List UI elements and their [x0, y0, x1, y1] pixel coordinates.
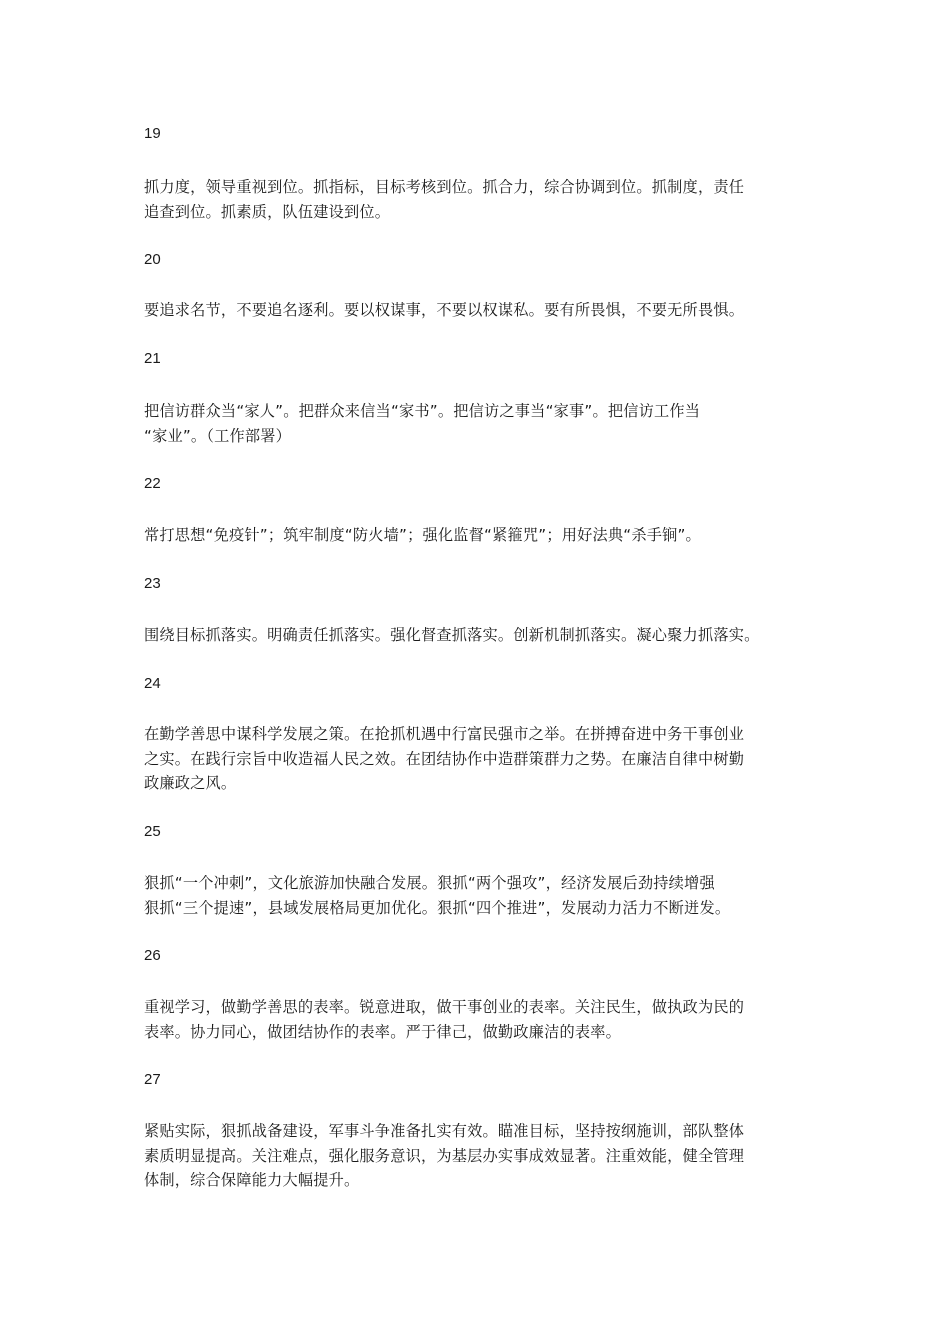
paragraph-line: 围绕目标抓落实。明确责任抓落实。强化督查抓落实。创新机制抓落实。凝心聚力抓落实。: [144, 626, 760, 644]
section-number-26: 26: [144, 947, 161, 964]
section-number-24: 24: [144, 675, 161, 692]
paragraph-line: 抓力度，领导重视到位。抓指标，目标考核到位。抓合力，综合协调到位。抓制度，责任: [144, 178, 745, 196]
section-number-21: 21: [144, 350, 161, 367]
paragraph-line: 狠抓“一个冲刺”，文化旅游加快融合发展。狠抓“两个强攻”，经济发展后劲持续增强: [144, 874, 715, 892]
paragraph-line: 之实。在践行宗旨中收造福人民之效。在团结协作中造群策群力之势。在廉洁自律中树勤: [144, 749, 745, 768]
paragraph-line: 政廉政之风。: [144, 774, 237, 792]
section-paragraph-24: [144, 722, 808, 796]
section-paragraph-27: [144, 1119, 808, 1193]
paragraph-line: 把信访群众当“家人”。把群众来信当“家书”。把信访之事当“家事”。把信访工作当: [144, 402, 701, 420]
section-paragraph-20: [144, 298, 808, 323]
paragraph-line: 重视学习，做勤学善思的表率。锐意进取，做干事创业的表率。关注民生，做执政为民的: [144, 998, 745, 1016]
section-number-27: 27: [144, 1071, 161, 1088]
paragraph-line: 常打思想“免疫针”；筑牢制度“防火墙”；强化监督“紧箍咒”；用好法典“杀手锏”。: [144, 526, 701, 544]
section-paragraph-25: [144, 871, 808, 920]
section-paragraph-23: [144, 623, 808, 648]
paragraph-line: 狠抓“三个提速”，县域发展格局更加优化。狠抓“四个推进”，发展动力活力不断迸发。: [144, 898, 731, 917]
paragraph-line: 要追求名节，不要追名逐利。要以权谋事，不要以权谋私。要有所畏惧，不要无所畏惧。: [144, 301, 745, 319]
section-number-20: 20: [144, 251, 161, 268]
section-paragraph-19: [144, 175, 808, 224]
paragraph-line: 表率。协力同心，做团结协作的表率。严于律己，做勤政廉洁的表率。: [144, 1022, 622, 1041]
section-paragraph-26: [144, 995, 808, 1044]
paragraph-line: 在勤学善思中谋科学发展之策。在抢抓机遇中行富民强市之举。在拼搏奋进中务干事创业: [144, 725, 745, 743]
paragraph-line: 紧贴实际，狠抓战备建设，军事斗争准备扎实有效。瞄准目标，坚持按纲施训，部队整体: [144, 1122, 745, 1140]
paragraph-line: 体制，综合保障能力大幅提升。: [144, 1171, 360, 1189]
paragraph-line: 素质明显提高。关注难点，强化服务意识，为基层办实事成效显著。注重效能，健全管理: [144, 1146, 745, 1165]
paragraph-line: 追查到位。抓素质，队伍建设到位。: [144, 202, 391, 221]
section-number-23: 23: [144, 575, 161, 592]
paragraph-line: “家业”。（工作部署）: [144, 426, 292, 445]
section-number-22: 22: [144, 475, 161, 492]
section-number-19: 19: [144, 125, 161, 142]
section-paragraph-22: [144, 523, 808, 548]
section-number-25: 25: [144, 823, 161, 840]
section-paragraph-21: [144, 399, 808, 448]
